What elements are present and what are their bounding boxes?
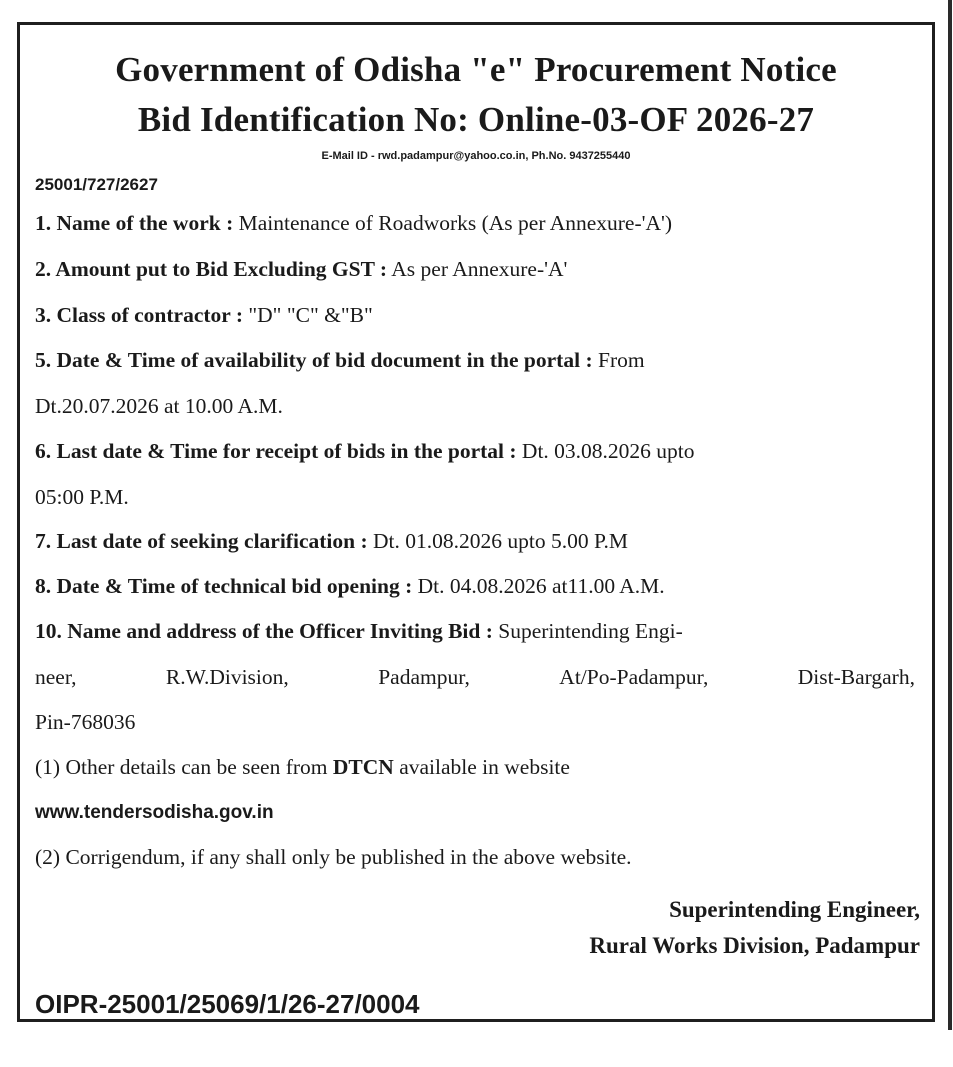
note-text: (1) Other details can be seen from [35,755,328,779]
note-corrigendum: (2) Corrigendum, if any shall only be published in the above website. [35,845,632,869]
item-value: Superintending Engi- [498,619,683,643]
item-availability [35,348,645,373]
item-contractor-class [35,303,373,328]
note-dtcn [35,755,570,780]
item-label: 1. Name of the work : [35,211,234,235]
item-value: Dt. 03.08.2026 upto [521,439,695,463]
address-part: R.W.Division, [165,665,289,689]
note-text: available in website [399,755,570,779]
item-label: 10. Name and address of the Officer Inviting Bid : [35,619,493,643]
address-part: neer, [35,665,77,689]
item-value: From [597,348,645,372]
contact-info: E-Mail ID - rwd.padampur@yahoo.co.in, Ph.No. 9437255440 [321,150,631,162]
item-officer [35,619,683,644]
item-amount [35,257,567,282]
item-value: "D" "C" &"B" [248,303,373,327]
website-link[interactable]: www.tendersodisha.gov.in [35,802,274,823]
item-receipt [35,439,695,464]
item-value: As per Annexure-'A' [391,257,568,281]
page-edge-rule [948,0,952,1030]
item-officer-address [35,665,915,690]
notice-title: Government of Odisha "e" Procurement Notice [115,50,837,89]
item-officer-pin: Pin-768036 [35,710,136,734]
item-availability-continued: Dt.20.07.2026 at 10.00 A.M. [35,394,283,418]
item-label: 3. Class of contractor : [35,303,243,327]
item-label: 2. Amount put to Bid Excluding GST : [35,257,388,281]
item-technical-opening [35,574,665,599]
item-label: 6. Last date & Time for receipt of bids in the portal : [35,439,517,463]
item-value: Dt. 04.08.2026 at11.00 A.M. [417,574,665,598]
item-label: 8. Date & Time of technical bid opening : [35,574,413,598]
address-part: At/Po-Padampur, [559,665,709,689]
signature-office: Rural Works Division, Padampur [589,933,920,958]
address-part: Padampur, [378,665,470,689]
procurement-notice [17,22,935,1022]
bid-identification-number: Bid Identification No: Online-03-OF 2026-27 [137,100,815,139]
item-receipt-continued: 05:00 P.M. [35,485,129,509]
note-dtcn-label: DTCN [332,755,394,779]
oipr-number: OIPR-25001/25069/1/26-27/0004 [35,989,420,1019]
item-clarification [35,529,628,554]
item-value: Dt. 01.08.2026 upto 5.00 P.M [373,529,629,553]
item-value: Maintenance of Roadworks (As per Annexure-'A') [238,211,673,235]
item-label: 5. Date & Time of availability of bid document in the portal : [35,348,593,372]
item-label: 7. Last date of seeking clarification : [35,529,368,553]
reference-number: 25001/727/2627 [35,175,158,194]
address-part: Dist-Bargarh, [797,665,915,689]
item-work-name [35,211,672,236]
signature-title: Superintending Engineer, [669,897,920,922]
